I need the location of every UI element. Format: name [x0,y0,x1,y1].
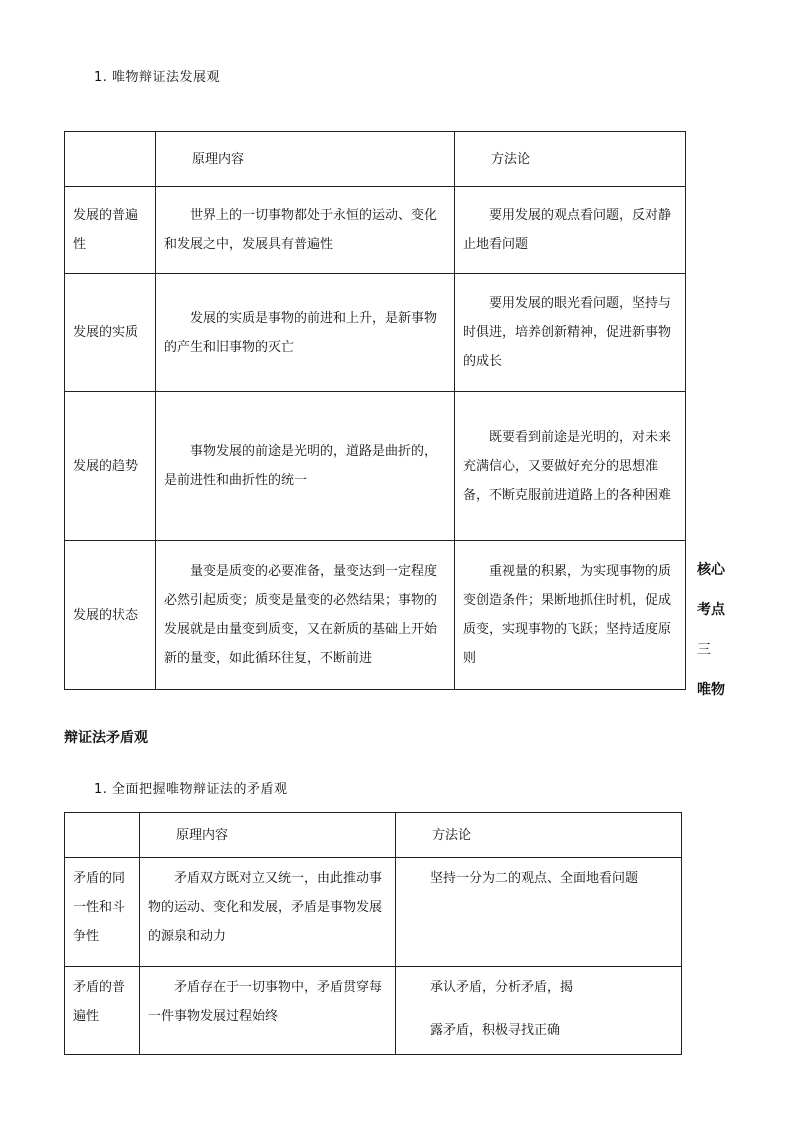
side-label-line: 唯物 [697,682,725,698]
table-header-row [65,132,686,187]
header-method: 方法论 [396,813,682,858]
row-method: 重视量的积累，为实现事物的质变创造条件；果断地抓住时机，促成质变，实现事物的飞跃；坚持适度原则 [455,541,686,690]
row-method-line: 露矛盾，积极寻找正确 [430,1023,561,1038]
row-topic: 矛盾的普遍性 [65,967,140,1055]
side-label-line: 核心 [697,562,725,578]
row-principle: 世界上的一切事物都处于永恒的运动、变化和发展之中，发展具有普遍性 [156,187,455,274]
section1-heading: 1. 唯物辩证法发展观 [94,70,221,85]
table-row [65,858,682,967]
row-topic: 矛盾的同一性和斗争性 [65,858,140,967]
table-header-row [65,813,682,858]
row-topic: 发展的状态 [65,541,156,690]
row-principle: 矛盾存在于一切事物中，矛盾贯穿每一件事物发展过程始终 [140,967,396,1055]
row-method [396,967,682,1055]
header-empty-cell [65,813,140,858]
side-label-line: 三 [697,642,711,658]
header-principle: 原理内容 [140,813,396,858]
row-topic: 发展的实质 [65,274,156,392]
row-method: 坚持一分为二的观点、全面地看问题 [396,858,682,967]
section2-heading: 1. 全面把握唯物辩证法的矛盾观 [94,782,288,797]
row-principle: 事物发展的前途是光明的，道路是曲折的，是前进性和曲折性的统一 [156,392,455,541]
row-method: 要用发展的眼光看问题，坚持与时俱进，培养创新精神，促进新事物的成长 [455,274,686,392]
header-principle: 原理内容 [156,132,455,187]
table-row [65,187,686,274]
side-label-line: 考点 [697,602,725,618]
table-row [65,274,686,392]
contradiction-table [64,812,682,1055]
row-principle: 矛盾双方既对立又统一，由此推动事物的运动、变化和发展，矛盾是事物发展的源泉和动力 [140,858,396,967]
table-row [65,967,682,1055]
section2-title: 辩证法矛盾观 [64,730,148,746]
table-row [65,541,686,690]
row-method-line: 承认矛盾，分析矛盾，揭 [430,980,574,995]
row-method: 要用发展的观点看问题，反对静止地看问题 [455,187,686,274]
row-principle: 发展的实质是事物的前进和上升，是新事物的产生和旧事物的灭亡 [156,274,455,392]
header-method: 方法论 [455,132,686,187]
table-row [65,392,686,541]
row-principle: 量变是质变的必要准备，量变达到一定程度必然引起质变；质变是量变的必然结果；事物的发展就是由量变到质变，又在新质的基础上开始新的量变，如此循环往复，不断前进 [156,541,455,690]
development-table [64,131,686,690]
side-label [697,558,737,718]
row-method: 既要看到前途是光明的，对未来充满信心，又要做好充分的思想准备，不断克服前进道路上的各种困难 [455,392,686,541]
row-topic: 发展的普遍性 [65,187,156,274]
header-empty-cell [65,132,156,187]
row-topic: 发展的趋势 [65,392,156,541]
